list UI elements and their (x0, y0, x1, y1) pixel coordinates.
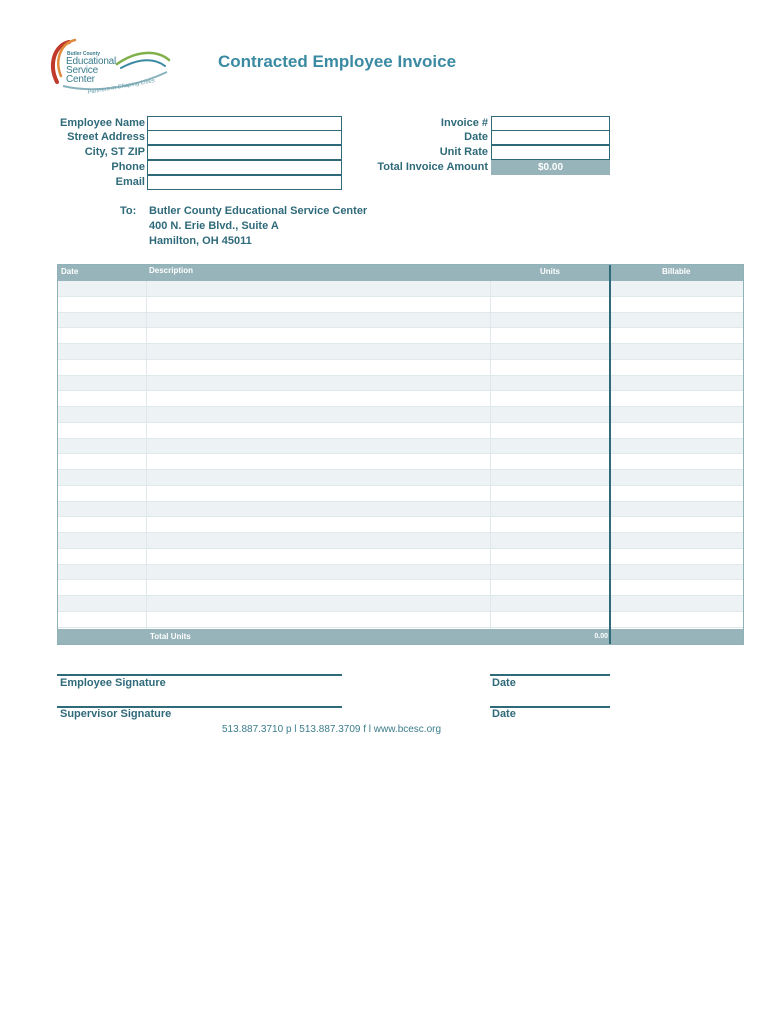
city-st-zip-field[interactable] (147, 145, 342, 160)
col-description-header: Description (149, 266, 194, 275)
employee-name-field[interactable] (147, 116, 342, 131)
table-row[interactable] (58, 549, 743, 565)
footer-divider (609, 629, 611, 644)
phone-field[interactable] (147, 160, 342, 175)
table-row[interactable] (58, 439, 743, 455)
table-row[interactable] (58, 344, 743, 360)
table-header (58, 265, 743, 281)
city-st-zip-label: City, ST ZIP (84, 146, 145, 158)
table-row[interactable] (58, 565, 743, 581)
table-footer (58, 629, 743, 644)
supervisor-date-label: Date (492, 708, 516, 720)
col-billable-header: Billable (662, 267, 691, 276)
unit-rate-label: Unit Rate (439, 146, 488, 158)
invoice-date-field[interactable] (491, 130, 610, 145)
table-row[interactable] (58, 533, 743, 549)
address-line-3: Hamilton, OH 45011 (149, 235, 252, 247)
contact-footer: 513.887.3710 p l 513.887.3709 f l www.bcesc.org (222, 724, 442, 735)
table-row[interactable] (58, 612, 743, 628)
logo-line-2: Service (66, 65, 98, 76)
bcesc-logo (47, 36, 177, 102)
table-row[interactable] (58, 454, 743, 470)
employee-signature-line[interactable] (57, 674, 342, 676)
address-line-2: 400 N. Erie Blvd., Suite A (149, 220, 279, 232)
phone-label: Phone (111, 161, 145, 173)
table-row[interactable] (58, 376, 743, 392)
col-units-header: Units (540, 267, 560, 276)
logo-county-text: Butler County (67, 51, 101, 57)
col-divider (490, 281, 491, 629)
unit-rate-field[interactable] (491, 145, 610, 160)
table-row[interactable] (58, 596, 743, 612)
invoice-date-label: Date (464, 131, 488, 143)
employee-date-line[interactable] (490, 674, 610, 676)
table-row[interactable] (58, 281, 743, 297)
street-address-field[interactable] (147, 130, 342, 145)
employee-signature-label: Employee Signature (60, 677, 166, 689)
employee-date-label: Date (492, 677, 516, 689)
table-row[interactable] (58, 313, 743, 329)
col-divider-billable (609, 265, 611, 629)
total-units-value: 0.00 (594, 633, 608, 640)
table-row[interactable] (58, 470, 743, 486)
total-invoice-amount-value: $0.00 (491, 160, 610, 175)
email-label: Email (115, 176, 145, 188)
total-invoice-amount-label: Total Invoice Amount (377, 161, 488, 173)
table-row[interactable] (58, 328, 743, 344)
to-label: To: (120, 205, 137, 217)
time-entry-table (57, 264, 744, 645)
page-title: Contracted Employee Invoice (218, 52, 457, 71)
logo-line-1: Educational (66, 56, 117, 67)
table-row[interactable] (58, 502, 743, 518)
table-body (58, 281, 743, 628)
address-line-1: Butler County Educational Service Center (149, 205, 368, 217)
col-date-header: Date (61, 267, 79, 276)
table-row[interactable] (58, 423, 743, 439)
table-row[interactable] (58, 580, 743, 596)
employee-name-label: Employee Name (60, 117, 145, 129)
street-address-label: Street Address (67, 131, 145, 143)
col-divider (146, 281, 147, 629)
logo-tagline: Partners in Shaping Lives (87, 78, 156, 96)
table-row[interactable] (58, 517, 743, 533)
invoice-number-label: Invoice # (440, 117, 488, 129)
table-row[interactable] (58, 486, 743, 502)
table-row[interactable] (58, 297, 743, 313)
table-row[interactable] (58, 407, 743, 423)
table-row[interactable] (58, 391, 743, 407)
table-row[interactable] (58, 360, 743, 376)
supervisor-signature-label: Supervisor Signature (60, 708, 172, 720)
total-units-label: Total Units (150, 632, 191, 641)
invoice-number-field[interactable] (491, 116, 610, 131)
logo-line-3: Center (66, 74, 95, 85)
email-field[interactable] (147, 175, 342, 190)
